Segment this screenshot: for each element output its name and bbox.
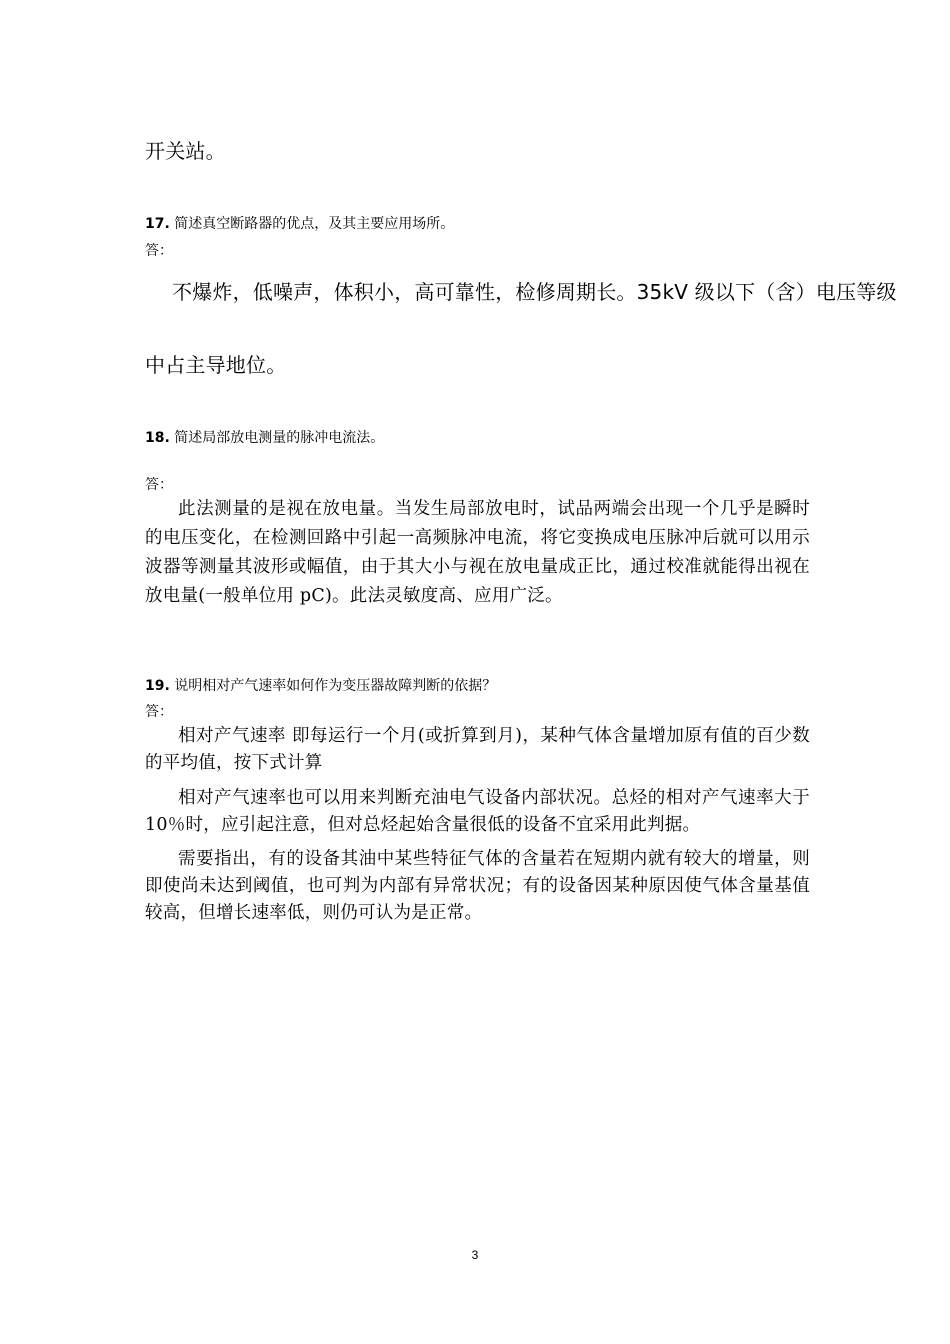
answer-17-line-1: 不爆炸，低噪声，体积小，高可靠性，检修周期长。35kV 级以下（含）电压等级: [172, 280, 897, 304]
answer-18-paragraph: 此法测量的是视在放电量。当发生局部放电时，试品两端会出现一个几乎是瞬时的电压变化，在检测回路中引起一高频脉冲电流，将它变换成电压脉冲后就可以用示波器等测量其波形或幅值，由于其大小与视在放电量成正比，通过校准就能得出视在放电量(一般单位用 pC)。此法灵敏度高、应用广泛。: [145, 499, 810, 606]
answer-17-line-2: 中占主导地位。: [145, 353, 287, 377]
answer-19-label: 答：: [145, 704, 173, 720]
question-19: [145, 676, 810, 696]
answer-19-paragraph-2: 相对产气速率也可以用来判断充油电气设备内部状况。总烃的相对产气速率大于 10％时，应引起注意，但对总烃起始含量很低的设备不宜采用此判据。: [145, 788, 810, 835]
question-18: [145, 428, 810, 448]
question-18-text: 简述局部放电测量的脉冲电流法。: [169, 430, 385, 446]
answer-18-label: 答：: [145, 477, 173, 493]
answer-17-label: 答：: [145, 243, 173, 259]
question-17: [145, 214, 810, 234]
question-19-number: 19.: [145, 678, 170, 694]
question-17-number: 17.: [145, 216, 170, 232]
continued-answer-line: 开关站。: [145, 139, 226, 163]
answer-19-paragraph-3: 需要指出，有的设备其油中某些特征气体的含量若在短期内就有较大的增量，则即使尚未达到阈值，也可判为内部有异常状况；有的设备因某种原因使气体含量基值较高，但增长速率低，则仍可认为是正常。: [145, 849, 810, 923]
question-18-number: 18.: [145, 430, 170, 446]
page-number: 3: [471, 1248, 479, 1262]
question-17-text: 简述真空断路器的优点，及其主要应用场所。: [169, 216, 455, 232]
answer-19-paragraph-1: 相对产气速率 即每运行一个月(或折算到月)，某种气体含量增加原有值的百少数的平均值，按下式计算: [145, 726, 810, 773]
question-19-text: 说明相对产气速率如何作为变压器故障判断的依据？: [169, 678, 497, 694]
